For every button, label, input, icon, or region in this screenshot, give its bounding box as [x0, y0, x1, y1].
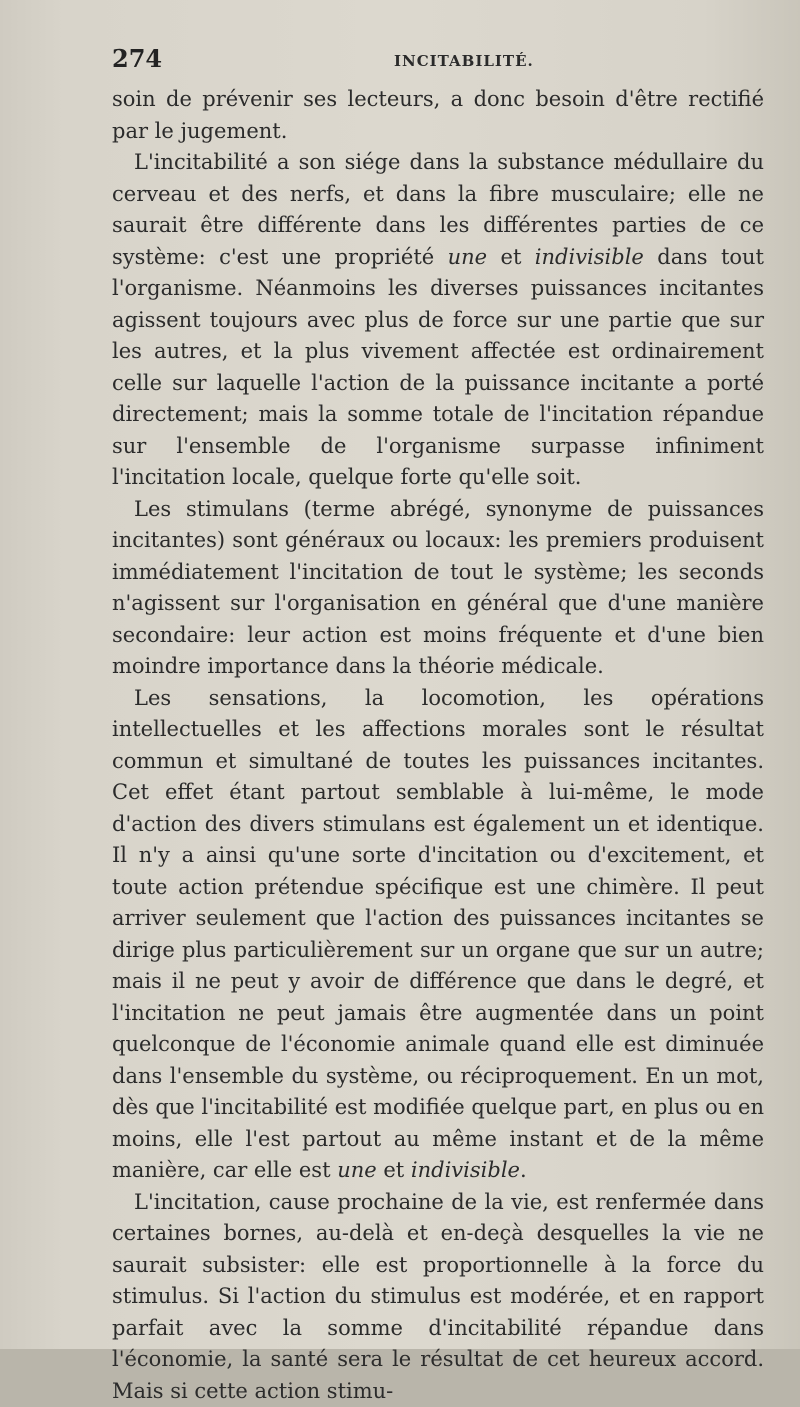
text-run: L'incitabilité a son siége dans la substance médullaire du cerveau et des nerfs, et dans la fibre musculaire; elle ne saurait être différente dans les différentes parties de ce système: c'est une propriété: [112, 150, 764, 269]
running-head: INCITABILITÉ.: [394, 52, 534, 70]
text-run: et: [377, 1158, 411, 1182]
paragraph-sensations: [112, 683, 764, 1187]
text-run: et: [487, 245, 535, 269]
paragraph-incitabilite-siege: [112, 147, 764, 494]
text-run: L'incitation, cause prochaine de la vie, est renfermée dans certaines bornes, au-delà et en-deçà desquelles la vie ne saurait subsister: elle est proportionnelle à la force du stimulus. Si l'action du stimulus est modérée, et en rapport parfait avec la somme d'incitabilité répandue dans l'économie, la santé sera le résultat de cet heureux accord. Mais si cette action stimu-: [112, 1190, 764, 1403]
text-run: dans tout l'organisme. Néanmoins les diverses puissances incitantes agissent toujours avec plus de force sur une partie que sur les autres, et la plus vivement affectée est ordinairement celle sur laquelle l'action de la puissance incitante a porté directement; mais la somme totale de l'incitation répandue sur l'ensemble de l'organisme surpasse infiniment l'incitation locale, quelque forte qu'elle soit.: [112, 245, 764, 490]
paragraph-incitation: [112, 1187, 764, 1407]
text-run: Les sensations, la locomotion, les opérations intellectuelles et les affections morales sont le résultat commun et simultané de toutes les puissances incitantes. Cet effet étant partout semblable à lui-même, le mode d'action des divers stimulans est également un et identique. Il n'y a ainsi qu'une sorte d'incitation ou d'excitement, et toute action prétendue spécifique est une chimère. Il peut arriver seulement que l'action des puissances incitantes se dirige plus particulièrement sur un organe que sur un autre; mais il ne peut y avoir de différence que dans le degré, et l'incitation ne peut jamais être augmentée dans un point quelconque de l'économie animale quand elle est diminuée dans l'ensemble du système, ou réciproquement. En un mot, dès que l'incitabilité est modifiée quelque part, en plus ou en moins, elle l'est partout au même instant et de la même manière, car elle est: [112, 686, 764, 1183]
paragraph-continuation: [112, 84, 764, 147]
italic-term: indivisible: [411, 1158, 520, 1182]
text-run: .: [520, 1158, 527, 1182]
text-run: Les stimulans (terme abrégé, synonyme de puissances incitantes) sont généraux ou locaux: les premiers produisent immédiatement l'incitation de tout le système; les seconds n'agissent sur l'organisation en général que d'une manière secondaire: leur action est moins fréquente et d'une bien moindre importance dans la théorie médicale.: [112, 497, 764, 679]
italic-term: une: [337, 1158, 376, 1182]
paragraph-stimulans: [112, 494, 764, 683]
body-text: [112, 84, 764, 1407]
page-header: [112, 44, 764, 80]
text-run: soin de prévenir ses lecteurs, a donc besoin d'être rectifié par le jugement.: [112, 87, 764, 143]
italic-term: une: [448, 245, 487, 269]
page-number: 274: [112, 44, 162, 73]
italic-term: indivisible: [535, 245, 644, 269]
